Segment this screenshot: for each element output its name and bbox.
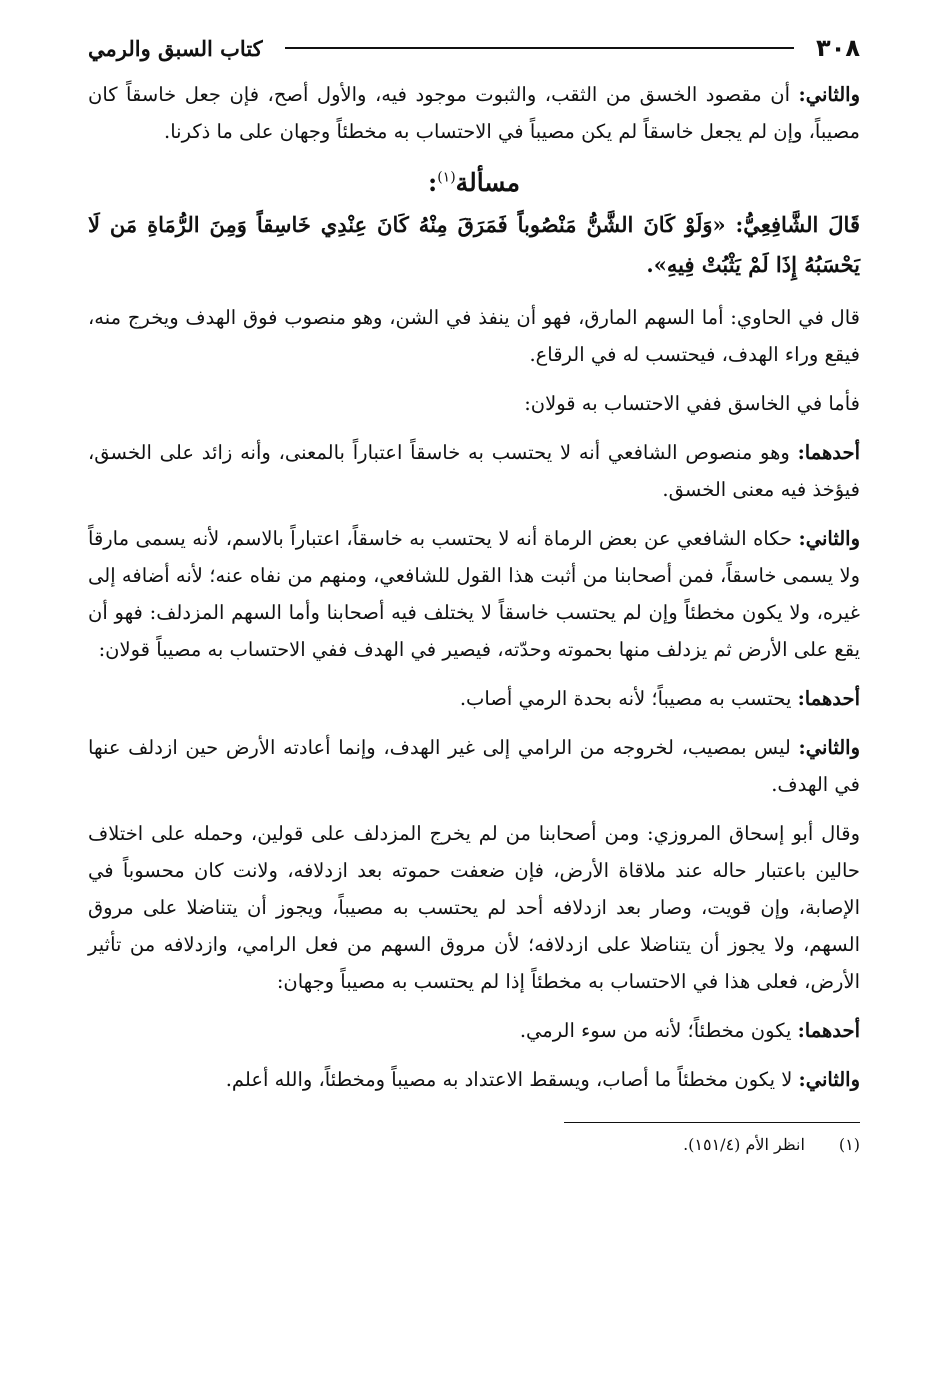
paragraph-text: يحتسب به مصيباً؛ لأنه بحدة الرمي أصاب. [459, 687, 798, 710]
heading-colon: : [427, 168, 438, 197]
book-page [88, 28, 860, 1159]
paragraph: وقال أبو إسحاق المروزي: ومن أصحابنا من لم يخرج المزدلف على قولين، وحمله على اختلاف حالين باعتبار حاله عند ملاقاة الأرض، فإن ضعفت حموته بعد ازدلافه، ولانت كان محسوباً في الإصابة، وإن قويت، وصار بعد ازدلافه أحد لم يحتسب به مصيباً، ويجوز أن يتناضلا على مروق السهم، ولا يجوز أن يتناضلا على ازدلافه؛ لأن مروق السهم من فعل الرامي، وازدلافه من تأثير الأرض، فعلى هذا في الاحتساب به مخطئاً إذا لم يحتسب به مصيباً وجهان: [88, 822, 860, 993]
quoted-text: قَالَ الشَّافِعِيُّ: «وَلَوْ كَانَ الشَّنُّ مَنْصُوباً فَمَرَقَ مِنْهُ كَانَ عِنْدِي خَاسِقاً وَمِنَ الرُّمَاةِ مَن لَا يَحْسَبُهُ إِذَا لَمْ يَثْبُتْ فِيهِ». [88, 212, 860, 277]
paragraph-lead: والثاني: [798, 736, 860, 759]
heading-text: مسألة [455, 168, 521, 197]
paragraph-text: وهو منصوص الشافعي أنه لا يحتسب به خاسقاً اعتباراً بالمعنى، وأنه زائد على الخسق، فيؤخذ فيه معنى الخسق. [88, 441, 860, 501]
paragraph [88, 76, 860, 150]
paragraph-lead: والثاني: [798, 1068, 860, 1091]
page-number: ٣٠٨ [816, 34, 860, 62]
section-heading [88, 168, 860, 197]
footnote-ref: (١) [437, 169, 456, 186]
footnote [88, 1131, 860, 1159]
paragraph-lead: أحدهما: [797, 441, 860, 464]
paragraph [88, 729, 860, 803]
paragraph-lead: أحدهما: [797, 687, 860, 710]
paragraph [88, 680, 860, 717]
paragraph-text: يكون مخطئاً؛ لأنه من سوء الرمي. [519, 1019, 798, 1042]
footnote-rule [564, 1122, 860, 1123]
paragraph: فأما في الخاسق ففي الاحتساب به قولان: [524, 392, 860, 415]
paragraph-lead: والثاني: [798, 83, 860, 106]
header-rule [285, 47, 794, 49]
paragraph: قال في الحاوي: أما السهم المارق، فهو أن ينفذ في الشن، وهو منصوب فوق الهدف ويخرج منه، فيقع وراء الهدف، فيحتسب له في الرقاع. [88, 306, 860, 366]
paragraph [88, 434, 860, 508]
paragraph-text: ليس بمصيب، لخروجه من الرامي إلى غير الهدف، وإنما أعادته الأرض حين ازدلف عنها في الهدف. [88, 736, 860, 796]
running-header [88, 28, 860, 68]
paragraph [88, 1061, 860, 1098]
paragraph-lead: أحدهما: [797, 1019, 860, 1042]
footnote-number: (١) [838, 1135, 860, 1154]
paragraph-text: حكاه الشافعي عن بعض الرماة أنه لا يحتسب به خاسقاً، اعتباراً بالاسم، لأنه يسمى مارقاً ولا يسمى خاسقاً، فمن أصحابنا من أثبت هذا القول للشافعي، ومنهم من نفاه عنه؛ لأنه أضافه إلى غيره، ولا يكون مخطئاً وإن لم يحتسب خاسقاً لا يختلف فيه أصحابنا وأما السهم المزدلف: فهو أن يقع على الأرض ثم يزدلف منها بحموته وحدّته، فيصير في الهدف ففي الاحتساب به مصيباً قولان: [88, 527, 860, 661]
paragraph [88, 520, 860, 668]
paragraph [88, 1012, 860, 1049]
paragraph-text: لا يكون مخطئاً ما أصاب، ويسقط الاعتداد به مصيباً ومخطئاً، والله أعلم. [225, 1068, 799, 1091]
paragraph-lead: والثاني: [798, 527, 860, 550]
footnote-text: انظر الأم (١٥١/٤). [683, 1135, 805, 1154]
running-title: كتاب السبق والرمي [88, 35, 263, 61]
paragraph-text: أن مقصود الخسق من الثقب، والثبوت موجود فيه، والأول أصح، فإن جعل خاسقاً كان مصيباً، وإن لم يجعل خاسقاً لم يكن مصيباً في الاحتساب به مخطئاً وجهان على ما ذكرنا. [88, 83, 860, 143]
